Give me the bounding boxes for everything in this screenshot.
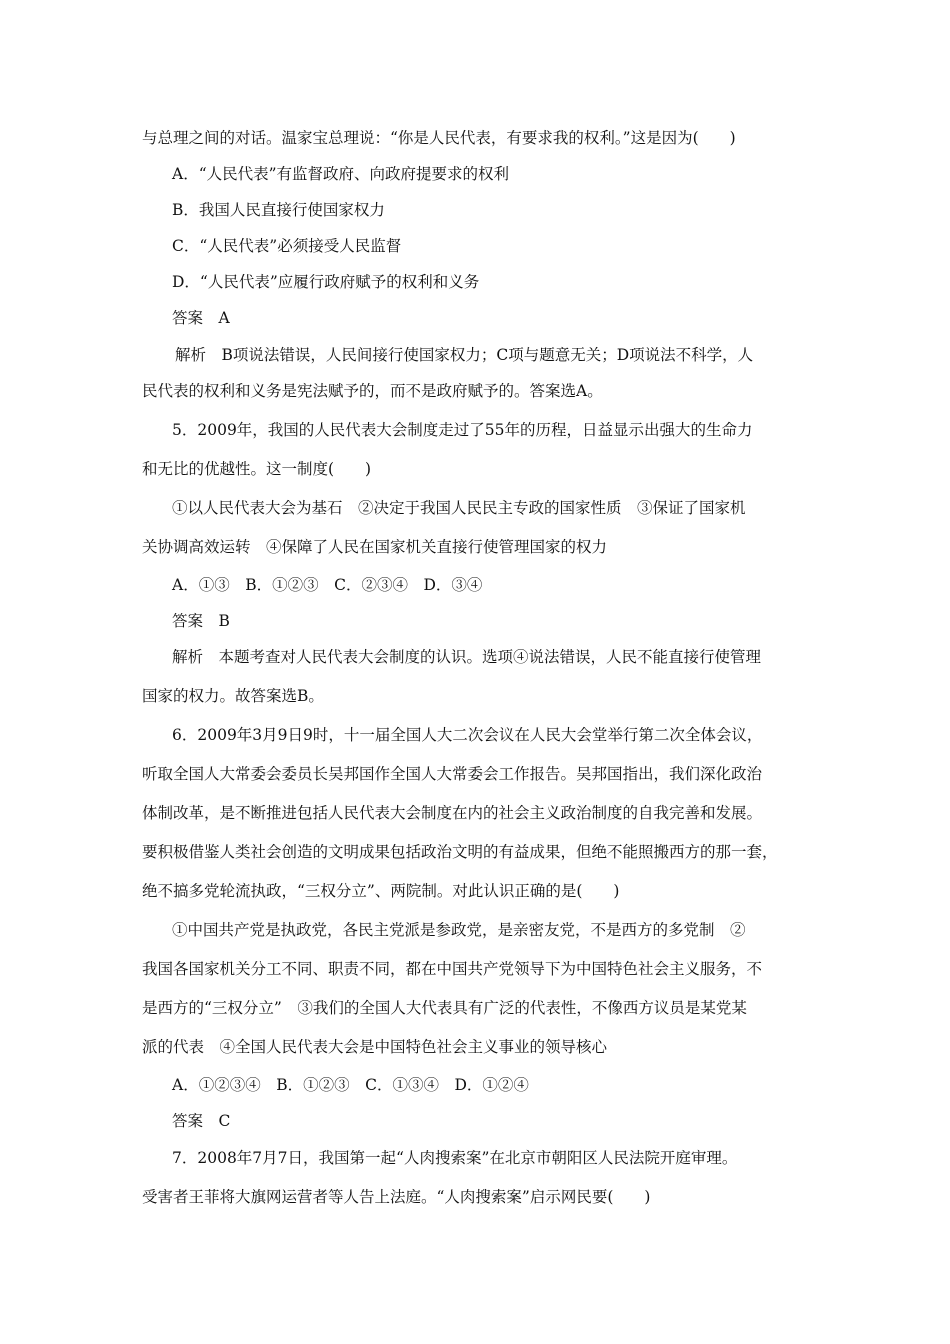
analysis: 解析 B项说法错误，人民间接行使国家权力；C项与题意无关；D项说法不科学，人 xyxy=(175,346,754,364)
answer: 答案 B xyxy=(172,612,230,630)
option-b: B．我国人民直接行使国家权力 xyxy=(172,201,385,219)
answer: 答案 C xyxy=(172,1112,231,1130)
option-a: A．“人民代表”有监督政府、向政府提要求的权利 xyxy=(172,165,510,183)
options-q6: A．①②③④ B．①②③ C．①③④ D．①②④ xyxy=(172,1076,529,1094)
text-line: 派的代表 ④全国人民代表大会是中国特色社会主义事业的领导核心 xyxy=(142,1038,608,1056)
statements: ①以人民代表大会为基石 ②决定于我国人民民主专政的国家性质 ③保证了国家机 xyxy=(172,499,746,517)
options-q5: A．①③ B．①②③ C．②③④ D．③④ xyxy=(172,576,483,594)
text-line: 绝不搞多党轮流执政，“三权分立”、两院制。对此认识正确的是( ) xyxy=(142,882,620,900)
analysis: 解析 本题考查对人民代表大会制度的认识。选项④说法错误，人民不能直接行使管理 xyxy=(172,648,762,666)
statements: ①中国共产党是执政党，各民主党派是参政党，是亲密友党，不是西方的多党制 ② xyxy=(172,921,746,939)
text-line: 要积极借鉴人类社会创造的文明成果包括政治文明的有益成果，但绝不能照搬西方的那一套， xyxy=(142,843,778,861)
option-c: C．“人民代表”必须接受人民监督 xyxy=(172,237,402,255)
text-line: 关协调高效运转 ④保障了人民在国家机关直接行使管理国家的权力 xyxy=(142,538,608,556)
text-line: 民代表的权利和义务是宪法赋予的，而不是政府赋予的。答案选A。 xyxy=(142,382,603,400)
text-line: 我国各国家机关分工不同、职责不同，都在中国共产党领导下为中国特色社会主义服务，不 xyxy=(142,960,763,978)
option-d: D．“人民代表”应履行政府赋予的权利和义务 xyxy=(172,273,480,291)
text-line: 是西方的“三权分立” ③我们的全国人大代表具有广泛的代表性，不像西方议员是某党某 xyxy=(142,999,747,1017)
question-7: 7．2008年7月7日，我国第一起“人肉搜索案”在北京市朝阳区人民法院开庭审理。 xyxy=(172,1149,738,1167)
text-line: 体制改革，是不断推进包括人民代表大会制度在内的社会主义政治制度的自我完善和发展。 xyxy=(142,804,763,822)
text-line: 与总理之间的对话。温家宝总理说：“你是人民代表，有要求我的权利。”这是因为( ) xyxy=(142,129,736,147)
text-line: 和无比的优越性。这一制度( ) xyxy=(142,460,372,478)
question-5: 5．2009年，我国的人民代表大会制度走过了55年的历程，日益显示出强大的生命力 xyxy=(172,421,753,439)
text-line: 听取全国人大常委会委员长吴邦国作全国人大常委会工作报告。吴邦国指出，我们深化政治 xyxy=(142,765,763,783)
answer: 答案 A xyxy=(172,309,230,327)
question-6: 6．2009年3月9日9时，十一届全国人大二次会议在人民大会堂举行第二次全体会议， xyxy=(172,726,763,744)
text-line: 国家的权力。故答案选B。 xyxy=(142,687,324,705)
text-line: 受害者王菲将大旗网运营者等人告上法庭。“人肉搜索案”启示网民要( ) xyxy=(142,1188,651,1206)
